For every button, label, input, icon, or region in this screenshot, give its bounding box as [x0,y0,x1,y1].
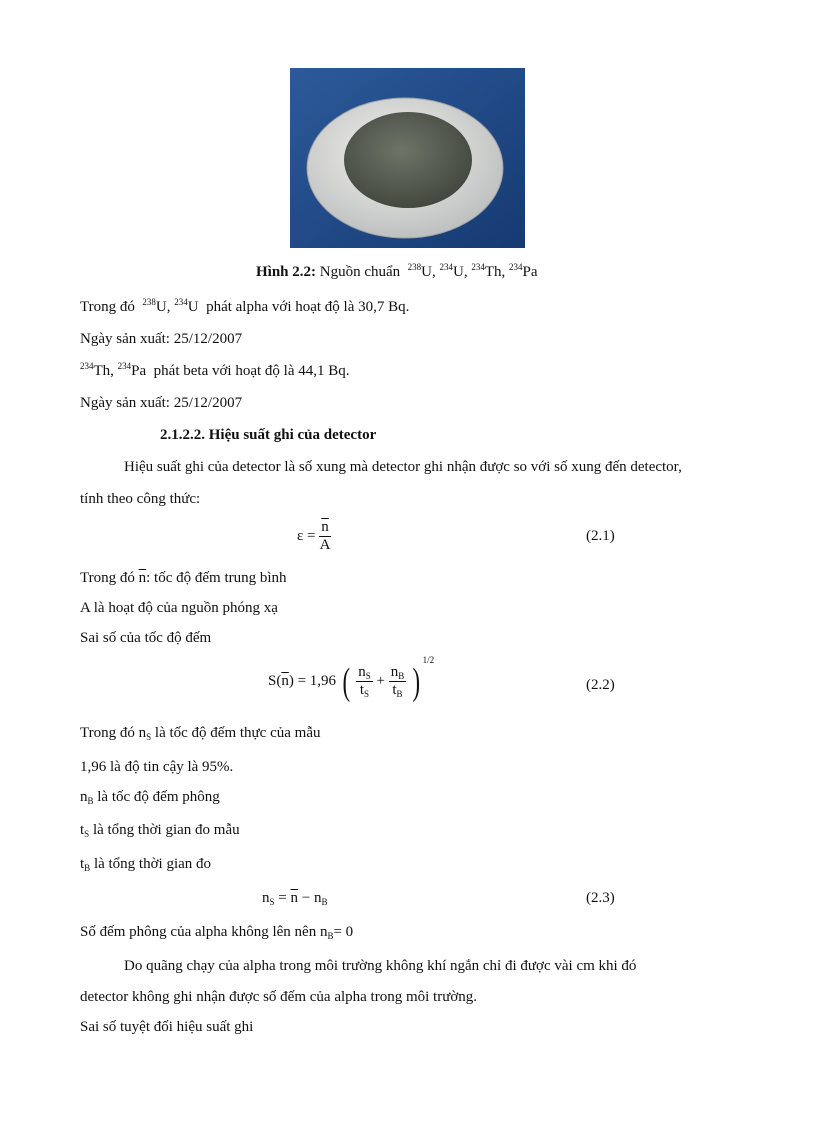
equation-2-1: ε = $\frac{\overline{n}}{A}$ [297,519,331,553]
para2-line2: detector không ghi nhận được số đếm của alpha trong môi trường. [80,989,478,1005]
section-heading: 2.1.2.2. Hiệu suất ghi của detector [160,427,377,443]
tb-definition: $t_B$ là tổng thời gian đo [80,856,212,873]
confidence-line: 1,96 là độ tin cậy là 95%. [80,759,234,775]
para2-line3: Sai số tuyệt đối hiệu suất ghi [80,1019,254,1035]
ts-definition: $t_S$ là tổng thời gian đo mẫu [80,822,240,839]
para2-line1: Do quãng chạy của alpha trong môi trường không khí ngắn chỉ đi được vài cm khi đó [124,958,637,974]
nbar-definition: Trong đó $\overline{n}$: tốc độ đếm trung bình [80,570,287,586]
beta-activity-line: $^{234}$Th, $^{234}$Pa phát beta với hoạt độ là 44,1 Bq. [80,361,350,379]
equation-2-2: $S(\overline{n}) = 1,96$ ( $\frac{n_S}{t_S}$ + $\frac{n_B}{t_B}$ )$^{1/2}$ [268,655,435,703]
activity-definition: A là hoạt độ của nguồn phóng xạ [80,600,278,616]
production-date-2: Ngày sản xuất: 25/12/2007 [80,395,243,411]
equation-number-2-2: (2.2) [586,677,615,693]
source-disc-photo [290,68,525,248]
equation-number-2-3: (2.3) [586,890,615,906]
figure-caption: Hình 2.2: Nguồn chuẩn $^{238}$U, $^{234}$U, $^{234}$Th, $^{234}$Pa [256,262,538,280]
equation-number-2-1: (2.1) [586,528,615,544]
production-date-1: Ngày sản xuất: 25/12/2007 [80,331,243,347]
nb-definition: $n_B$ là tốc độ đếm phông [80,789,220,806]
para1-line2: tính theo công thức: [80,491,201,507]
count-rate-error-label: Sai số của tốc độ đếm [80,630,212,646]
para1-line1: Hiệu suất ghi của detector là số xung mà detector ghi nhận được so với số xung đến detector, [124,459,682,475]
background-count-line: Số đếm phông của alpha không lên nên $n_B= 0$ [80,924,354,941]
equation-2-3: $n_S = \overline{n} - n_B$ [262,890,328,907]
alpha-activity-line: Trong đó $^{238}$U, $^{234}$U phát alpha với hoạt độ là 30,7 Bq. [80,297,410,315]
ns-definition: Trong đó $n_S$ là tốc độ đếm thực của mẫu [80,725,321,742]
